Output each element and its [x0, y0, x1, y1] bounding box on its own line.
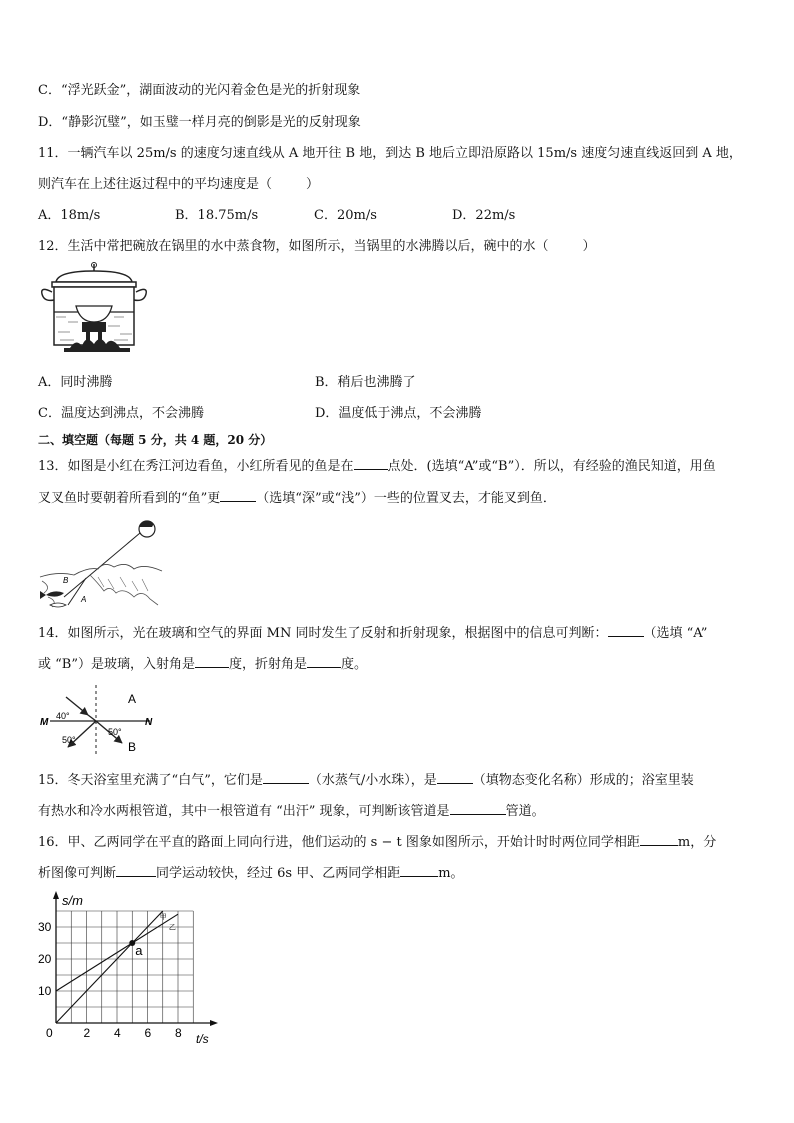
blank-6	[263, 770, 309, 784]
y-tick-label: 20	[38, 952, 52, 966]
q11-line2	[38, 176, 319, 194]
q16-line2	[38, 863, 464, 883]
q11-option-b: B．18.75m/s	[175, 208, 259, 223]
x-tick-label: 0	[46, 1026, 53, 1040]
angle-40: 40°	[56, 711, 70, 721]
blank-9	[640, 832, 678, 846]
q12-option-d: D．温度低于沸点，不会沸腾	[315, 406, 482, 421]
x-axis-arrow	[210, 1020, 218, 1026]
pot-figure	[38, 262, 158, 362]
q16-text-b: m，分	[677, 835, 717, 850]
q11-stem: 则汽车在上述往返过程中的平均速度是（	[38, 177, 273, 192]
q14-text-c: 或 “B”）是玻璃，入射角是	[38, 657, 195, 672]
q15-text-b: （水蒸气/小水珠），是	[308, 773, 437, 788]
q11-option-c: C．20m/s	[314, 208, 377, 223]
q11-option-d: D．22m/s	[452, 208, 516, 223]
q13-line2	[38, 488, 556, 508]
q15-text-e: 管道。	[505, 804, 545, 819]
q13-text-c: 叉叉鱼时要朝着所看到的“鱼”更	[38, 491, 221, 506]
label-m: M	[40, 717, 49, 728]
q14-text-a: 14．如图所示，光在玻璃和空气的界面 MN 同时发生了反射和折射现象，根据图中的信息可判断：	[38, 626, 608, 641]
blank-10	[116, 863, 156, 877]
q15-text-d: 有热水和冷水两根管道，其中一根管道有 “出汗” 现象，可判断该管道是	[38, 804, 450, 819]
q14-line2	[38, 654, 367, 674]
q16-text-c: 析图像可判断	[38, 866, 117, 881]
q12-option-c: C．温度达到沸点，不会沸腾	[38, 406, 204, 421]
blank-4	[195, 654, 229, 668]
x-tick-label: 6	[144, 1026, 152, 1040]
label-b: B	[128, 740, 137, 754]
section-heading: 二、填空题（每题 5 分，共 4 题，20 分）	[38, 433, 273, 447]
q16-text-e: m。	[438, 866, 464, 881]
q12-option-a: A．同时沸腾	[38, 375, 113, 390]
y-axis-arrow	[53, 891, 59, 899]
angle-50-right: 50°	[108, 727, 122, 737]
series-line-1	[56, 911, 163, 1023]
blank-1	[354, 456, 388, 470]
q14-line1	[38, 623, 707, 643]
q12-stem	[38, 238, 596, 256]
q15-text-a: 15．冬天浴室里充满了“白气”，它们是	[38, 773, 263, 788]
x-tick-label: 8	[175, 1026, 182, 1040]
q15-text-c: （填物态变化名称）形成的；浴室里装	[472, 773, 694, 788]
q11-paren-close: ）	[306, 177, 320, 192]
y-tick-label: 10	[38, 984, 52, 998]
x-axis-label: t/s	[196, 1032, 209, 1046]
option-c-prev: C．“浮光跃金”，湖面波动的光闪着金色是光的折射现象	[38, 83, 361, 98]
q14-text-d: 度，折射角是	[228, 657, 307, 672]
blank-3	[608, 623, 644, 637]
y-tick-label: 30	[38, 920, 52, 934]
blank-7	[437, 770, 473, 784]
label-n: N	[145, 717, 153, 728]
x-tick-label: 2	[83, 1026, 91, 1040]
blank-11	[400, 863, 438, 877]
fish-figure	[38, 517, 168, 612]
q14-text-b: （选填 “A”	[643, 626, 708, 641]
series-label-2: 乙	[168, 924, 176, 932]
series-label-1: 甲	[159, 914, 167, 921]
refraction-figure	[38, 685, 168, 757]
option-d-prev: D．“静影沉璧”，如玉璧一样月亮的倒影是光的反射现象	[38, 115, 361, 130]
q15-line1	[38, 770, 694, 790]
blank-8	[450, 801, 506, 815]
q11-option-a: A．18m/s	[38, 208, 101, 223]
q12-paren-close: ）	[582, 239, 596, 254]
y-axis-label: s/m	[62, 893, 83, 908]
q13-line1	[38, 456, 716, 476]
q12-option-b: B．稍后也沸腾了	[315, 375, 416, 390]
q16-text-a: 16．甲、乙两同学在平直的路面上同向行进，他们运动的 s − t 图象如图所示，开始计时时两位同学相距	[38, 835, 640, 850]
q13-text-d: （选填“深”或“浅”）一些的位置叉去，才能叉到鱼．	[256, 491, 556, 506]
q12-stem-text: 12．生活中常把碗放在锅里的水中蒸食物，如图所示，当锅里的水沸腾以后，碗中的水（	[38, 239, 549, 254]
q15-line2	[38, 801, 545, 821]
label-a: A	[128, 692, 137, 706]
q13-text-b: 点处．(选填“A”或“B”）．所以，有经验的渔民知道，用鱼	[387, 459, 716, 474]
point-b-label: B	[63, 576, 69, 585]
blank-2	[220, 488, 256, 502]
blank-5	[307, 654, 341, 668]
q13-text-a: 13．如图是小红在秀江河边看鱼，小红所看见的鱼是在	[38, 459, 354, 474]
x-tick-label: 4	[114, 1026, 121, 1040]
q16-line1	[38, 832, 716, 852]
q16-text-d: 同学运动较快，经过 6s 甲、乙两同学相距	[156, 866, 401, 881]
point-a-label: A	[81, 595, 87, 604]
angle-50-left: 50°	[62, 735, 76, 745]
q11-line1: 11．一辆汽车以 25m/s 的速度匀速直线从 A 地开往 B 地，到达 B 地后立即沿原路以 15m/s 速度匀速直线返回到 A 地，	[38, 146, 742, 161]
point-label: a	[135, 943, 143, 958]
q14-text-e: 度。	[341, 657, 368, 672]
st-chart	[30, 895, 230, 1045]
